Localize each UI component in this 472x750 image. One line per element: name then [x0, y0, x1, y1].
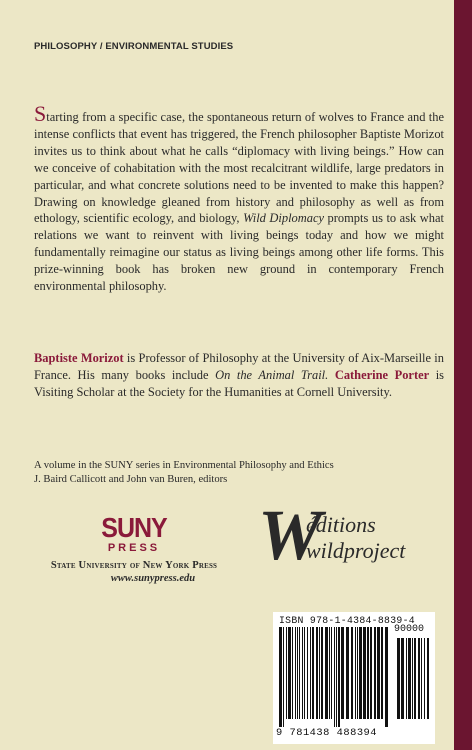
barcode-bar: [283, 627, 284, 727]
series-editors: J. Baird Callicott and John van Buren, editors: [34, 474, 228, 485]
suny-logo: SUNY: [101, 512, 167, 544]
barcode-bar: [288, 627, 291, 719]
barcode-bar: [355, 627, 356, 719]
barcode-bar: [304, 627, 305, 719]
series-line: A volume in the SUNY series in Environmental Philosophy and Ethics: [34, 460, 334, 471]
addon-digits: 90000: [394, 624, 425, 635]
barcode-bar: [363, 627, 366, 719]
suny-press-block: [34, 512, 234, 584]
wildproject-line-2: wildproject: [306, 538, 406, 563]
barcode-bar: [312, 627, 314, 719]
suny-press-wordmark: PRESS: [107, 542, 161, 554]
barcode-bar: [321, 627, 323, 719]
barcode-bar: [341, 627, 344, 719]
description-text-1: tarting from a specific case, the spontaneous return of wolves to France and the intense conflicts that event has triggered, the French philosopher Baptiste Morizot invites us to think about what he calls “diplomacy with living beings.” How can we conceive of cohabitation with the most recalcitrant wildlife, large predators in particular, and what concrete solutions need to be invented to make this happen? Drawing on knowledge gleaned from history and philosophy as well as from ethology, scientific ecology, and biology,: [34, 110, 444, 226]
category-label: PHILOSOPHY / ENVIRONMENTAL STUDIES: [34, 41, 234, 52]
barcode-bar: [377, 627, 380, 719]
barcode-bar: [292, 627, 293, 719]
series-note: [34, 459, 444, 487]
barcode-bar: [334, 627, 335, 727]
spine-stripe: [454, 0, 472, 750]
barcode-bar: [319, 627, 320, 719]
barcode-bar: [351, 627, 353, 719]
barcode-bar: [302, 627, 303, 719]
isbn-text: ISBN 978-1-4384-8839-4: [279, 615, 415, 626]
author-name: Baptiste Morizot: [34, 351, 124, 365]
barcode-bar: [401, 638, 404, 719]
barcode-bar: [357, 627, 358, 719]
barcode-bar: [370, 627, 372, 719]
description-text-2: prompts us to ask what relations we want to reinvent with living beings today and how we might fundamentally reimagine our status as living beings among other life forms. This prize-winning book has broken new ground in contemporary French environmental philosophy.: [34, 211, 444, 294]
barcode-bar: [359, 627, 362, 719]
ean-digits: 9 781438 488394: [276, 727, 378, 739]
barcode-bar: [412, 638, 413, 719]
barcode-bar: [374, 627, 376, 719]
barcode-bar: [424, 638, 425, 719]
barcode-bar: [310, 627, 311, 719]
barcode-bar: [338, 627, 340, 727]
barcode-bar: [406, 638, 407, 719]
barcode-bar: [397, 638, 400, 719]
barcode-bar: [299, 627, 300, 719]
author-bio: is Professor of Philosophy at the University of Aix-Marseille in France. His many books include: [34, 351, 444, 382]
barcode-bar: [307, 627, 308, 719]
wildproject-monogram: W: [258, 495, 323, 575]
translator-name: Catherine Porter: [334, 367, 430, 382]
barcode-bar: [279, 627, 282, 727]
book-description: [34, 101, 444, 295]
barcode-bar: [346, 627, 349, 719]
barcode-bar: [367, 627, 369, 719]
ean-barcode-bars: [279, 627, 391, 727]
barcode-bar: [297, 627, 298, 719]
barcode-bar: [418, 638, 420, 719]
drop-cap: S: [34, 101, 47, 126]
barcode-bar: [331, 627, 332, 719]
addon-barcode-bars: [397, 638, 431, 727]
isbn-barcode: [273, 612, 435, 744]
barcode-bar: [385, 627, 388, 727]
publisher-url: www.sunypress.edu: [110, 573, 196, 584]
barcode-bar: [381, 627, 383, 719]
book-title-inline: Wild Diplomacy: [243, 211, 324, 226]
barcode-bar: [329, 627, 330, 719]
wildproject-line-1: éditions: [306, 512, 376, 537]
translator-bio: is Visiting Scholar at the Society for the Humanities at Cornell University.: [34, 367, 445, 399]
barcode-bar: [286, 627, 287, 719]
publisher-name: State University of New York Press: [50, 560, 218, 571]
barcode-bar: [316, 627, 318, 719]
author-book-title: On the Animal Trail.: [215, 367, 329, 382]
wildproject-logo: [258, 495, 448, 575]
barcode-bar: [325, 627, 328, 719]
contributor-bios: [34, 350, 444, 401]
barcode-bar: [295, 627, 296, 719]
barcode-bar: [427, 638, 429, 719]
barcode-bar: [336, 627, 337, 727]
barcode-bar: [421, 638, 422, 719]
barcode-bar: [414, 638, 416, 719]
barcode-bar: [408, 638, 411, 719]
